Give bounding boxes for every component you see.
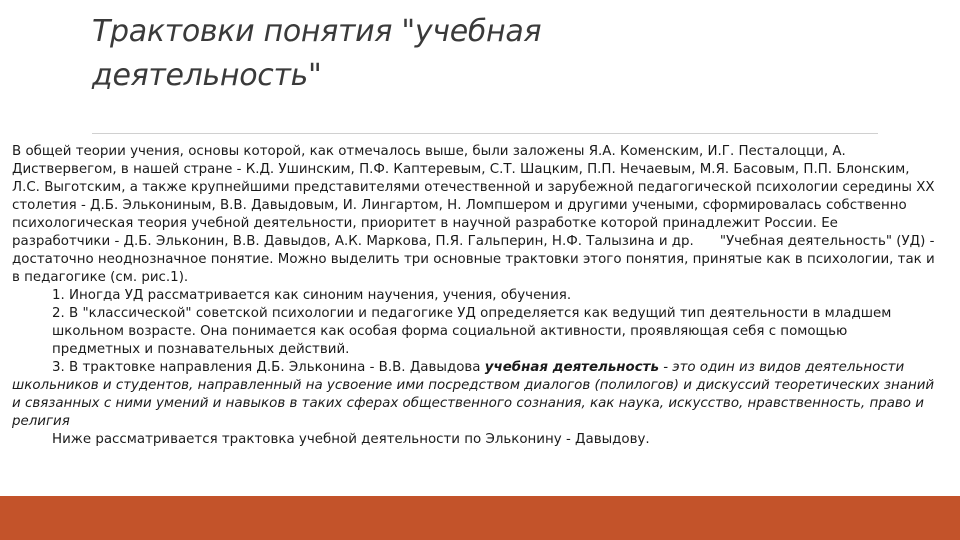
slide-body — [12, 143, 937, 449]
slide-title-line-2: деятельность" — [92, 58, 322, 93]
slide-title — [92, 10, 912, 98]
list-item-1: 1. Иногда УД рассматривается как синоним научения, учения, обучения. — [52, 288, 572, 303]
intro-paragraph — [12, 143, 937, 287]
list-item-3-term: учебная деятельность — [484, 360, 659, 375]
bottom-accent-band — [0, 496, 960, 540]
slide-title-line-1: Трактовки понятия "учебная — [92, 14, 542, 49]
title-divider — [92, 133, 878, 134]
intro-text-part-1: В общей теории учения, основы которой, как отмечалось выше, были заложены Я.А. Коменским, И.Г. Песталоцци, А. Диствервегом, в нашей стране - К.Д. Ушинским, П.Ф. Каптеревым, С.Т. Шацким, П.П. Нечаевым, М.Я. Басовым, П.П. Блонским, Л.С. Выготским, а также крупнейшими представителями отечественной и зарубежной педагогической психологии середины XX столетия - Д.Б. Элькониным, В.В. Давыдовым, И. Лингартом, Н. Ломпшером и другими учеными, сформировалась собственно психологическая теория учебной деятельности, приоритет в научной разработке которой принадлежит России. Ее разработчики - Д.Б. Эльконин, В.В. Давыдов, А.К. Маркова, П.Я. Гальперин, Н.Ф. Талызина и др. — [12, 144, 935, 249]
list-item-3 — [12, 359, 937, 431]
list-item-3-definition: - это один из видов деятельности школьников и студентов, направленный на усвоение ими посредством диалогов (полилогов) и дискуссий теоретических знаний и связанных с ними умений и навыков в таких сферах общественного сознания, как наука, искусство, нравственность, право и религия — [12, 360, 935, 429]
intro-text-part-2: "Учебная деятельность" (УД) - достаточно неоднозначное понятие. Можно выделить три основные трактовки этого понятия, принятые как в психологии, так и в педагогике (см. рис.1). — [12, 234, 935, 285]
list-item-2: 2. В "классической" советской психологии и педагогике УД определяется как ведущий тип деятельности в младшем школьном возрасте. Она понимается как особая форма социальной активности, проявляющая себя с помощью предметных и познавательных действий. — [52, 306, 892, 357]
closing-paragraph: Ниже рассматривается трактовка учебной деятельности по Эльконину - Давыдову. — [52, 432, 650, 447]
list-item-3-lead: 3. В трактовке направления Д.Б. Эльконина - В.В. Давыдова — [52, 360, 481, 375]
